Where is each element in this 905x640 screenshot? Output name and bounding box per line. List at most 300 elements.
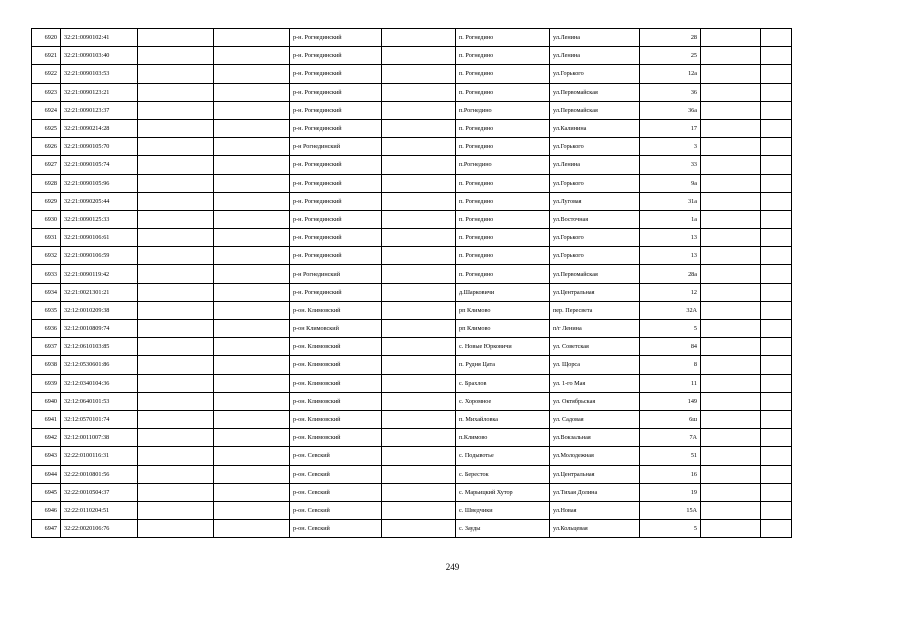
cell-empty: [214, 392, 290, 410]
cell-empty: [701, 356, 761, 374]
cell-house: 15А: [640, 501, 701, 519]
cell-empty: [138, 283, 214, 301]
table-row: [32, 465, 792, 483]
cell-empty: [761, 65, 792, 83]
cell-empty: [138, 210, 214, 228]
cell-empty: [382, 229, 456, 247]
cell-empty: [214, 174, 290, 192]
cell-house: 9а: [640, 174, 701, 192]
cell-empty: [761, 320, 792, 338]
cell-empty: [138, 138, 214, 156]
cell-empty: [761, 338, 792, 356]
cell-number: 6935: [32, 301, 61, 319]
cell-empty: [138, 29, 214, 47]
cell-empty: [382, 429, 456, 447]
cell-locality: с. Шведчики: [456, 501, 550, 519]
cell-empty: [761, 83, 792, 101]
cell-empty: [761, 356, 792, 374]
cell-empty: [761, 465, 792, 483]
cell-empty: [761, 192, 792, 210]
cell-empty: [214, 83, 290, 101]
registry-sheet: [31, 28, 792, 538]
cell-street: ул.Новая: [550, 501, 640, 519]
cell-empty: [214, 410, 290, 428]
cell-number: 6945: [32, 483, 61, 501]
cell-empty: [761, 101, 792, 119]
cell-district: р-он. Климовский: [290, 338, 382, 356]
cell-district: р-он. Климовский: [290, 392, 382, 410]
cell-locality: с. Брахлов: [456, 374, 550, 392]
cell-empty: [214, 265, 290, 283]
cell-locality: п. Рогнедино: [456, 265, 550, 283]
cell-empty: [214, 429, 290, 447]
cell-district: р-н. Рогнединский: [290, 156, 382, 174]
cell-cadastral-number: 32:21:0090106:59: [61, 247, 138, 265]
cell-number: 6946: [32, 501, 61, 519]
cell-house: 32А: [640, 301, 701, 319]
cell-empty: [138, 192, 214, 210]
cell-district: р-н. Рогнединский: [290, 192, 382, 210]
cell-empty: [138, 465, 214, 483]
cell-street: ул.Горького: [550, 247, 640, 265]
cell-house: 6ш: [640, 410, 701, 428]
table-row: [32, 447, 792, 465]
cell-number: 6940: [32, 392, 61, 410]
cell-empty: [382, 410, 456, 428]
cell-district: р-н. Рогнединский: [290, 210, 382, 228]
cell-empty: [761, 229, 792, 247]
cell-empty: [214, 229, 290, 247]
cell-empty: [382, 447, 456, 465]
cell-empty: [701, 156, 761, 174]
cell-empty: [214, 465, 290, 483]
cell-locality: п.Климово: [456, 429, 550, 447]
cell-street: ул.Калинина: [550, 119, 640, 137]
cell-locality: п. Рогнедино: [456, 174, 550, 192]
cell-empty: [761, 447, 792, 465]
cell-empty: [138, 447, 214, 465]
cell-street: ул.Тихая Долина: [550, 483, 640, 501]
cell-locality: п. Рогнедино: [456, 83, 550, 101]
cell-empty: [214, 210, 290, 228]
cell-district: р-он. Климовский: [290, 356, 382, 374]
cell-empty: [701, 392, 761, 410]
cell-empty: [214, 356, 290, 374]
cell-number: 6928: [32, 174, 61, 192]
cell-empty: [138, 429, 214, 447]
cell-cadastral-number: 32:12:0640101:53: [61, 392, 138, 410]
cell-empty: [382, 138, 456, 156]
cell-empty: [382, 501, 456, 519]
cell-empty: [382, 356, 456, 374]
cell-street: ул.Луговая: [550, 192, 640, 210]
cell-empty: [761, 483, 792, 501]
cell-street: ул.Первомайская: [550, 265, 640, 283]
cell-house: 11: [640, 374, 701, 392]
cell-empty: [382, 483, 456, 501]
table-row: [32, 320, 792, 338]
cell-cadastral-number: 32:22:0100116:31: [61, 447, 138, 465]
cell-district: р-он. Севский: [290, 483, 382, 501]
cell-empty: [382, 119, 456, 137]
cell-district: р-он. Севский: [290, 520, 382, 538]
cell-house: 36а: [640, 101, 701, 119]
cell-empty: [382, 174, 456, 192]
cell-empty: [214, 501, 290, 519]
table-row: [32, 119, 792, 137]
cell-empty: [701, 374, 761, 392]
cell-cadastral-number: 32:12:0011007:38: [61, 429, 138, 447]
cell-district: р-он Климовский: [290, 320, 382, 338]
page-number: 249: [445, 562, 460, 572]
cell-cadastral-number: 32:21:0090214:28: [61, 119, 138, 137]
cell-cadastral-number: 32:21:0090119:42: [61, 265, 138, 283]
cell-house: 28а: [640, 265, 701, 283]
cell-house: 3: [640, 138, 701, 156]
cell-cadastral-number: 32:21:0021301:21: [61, 283, 138, 301]
cell-empty: [701, 210, 761, 228]
cell-cadastral-number: 32:21:0090106:61: [61, 229, 138, 247]
cell-locality: п. Михайловка: [456, 410, 550, 428]
cell-empty: [701, 83, 761, 101]
cell-district: р-н. Рогнединский: [290, 119, 382, 137]
cell-empty: [761, 156, 792, 174]
cell-district: р-он. Климовский: [290, 301, 382, 319]
cell-district: р-н. Рогнединский: [290, 247, 382, 265]
cell-house: 12а: [640, 65, 701, 83]
cell-empty: [761, 29, 792, 47]
cell-empty: [138, 101, 214, 119]
cell-empty: [701, 483, 761, 501]
cell-empty: [138, 356, 214, 374]
cell-cadastral-number: 32:21:0090105:74: [61, 156, 138, 174]
cell-district: р-н. Рогнединский: [290, 65, 382, 83]
cell-empty: [138, 320, 214, 338]
cell-empty: [382, 192, 456, 210]
cell-house: 1а: [640, 210, 701, 228]
cell-number: 6941: [32, 410, 61, 428]
cell-empty: [761, 429, 792, 447]
cell-empty: [214, 483, 290, 501]
registry-table: [31, 28, 792, 538]
cell-number: 6929: [32, 192, 61, 210]
cell-empty: [382, 47, 456, 65]
cell-house: 7А: [640, 429, 701, 447]
cell-cadastral-number: 32:12:0010209:38: [61, 301, 138, 319]
cell-district: р-н. Рогнединский: [290, 174, 382, 192]
cell-street: ул.Центральная: [550, 465, 640, 483]
cell-number: 6942: [32, 429, 61, 447]
cell-empty: [214, 65, 290, 83]
cell-empty: [701, 429, 761, 447]
cell-number: 6933: [32, 265, 61, 283]
cell-number: 6927: [32, 156, 61, 174]
cell-empty: [138, 520, 214, 538]
cell-empty: [382, 520, 456, 538]
cell-empty: [701, 320, 761, 338]
table-row: [32, 229, 792, 247]
cell-locality: п. Рогнедино: [456, 192, 550, 210]
cell-empty: [761, 119, 792, 137]
table-row: [32, 138, 792, 156]
cell-empty: [701, 101, 761, 119]
cell-street: ул.Горького: [550, 138, 640, 156]
cell-empty: [214, 374, 290, 392]
cell-empty: [138, 247, 214, 265]
cell-number: 6931: [32, 229, 61, 247]
table-row: [32, 265, 792, 283]
cell-empty: [138, 410, 214, 428]
table-row: [32, 247, 792, 265]
table-row: [32, 301, 792, 319]
cell-district: р-он. Севский: [290, 465, 382, 483]
cell-empty: [761, 501, 792, 519]
cell-empty: [382, 265, 456, 283]
cell-district: р-н. Рогнединский: [290, 29, 382, 47]
cell-cadastral-number: 32:21:0090105:96: [61, 174, 138, 192]
cell-empty: [382, 83, 456, 101]
cell-street: ул.Ленина: [550, 29, 640, 47]
cell-empty: [138, 483, 214, 501]
cell-cadastral-number: 32:21:0090125:33: [61, 210, 138, 228]
cell-number: 6947: [32, 520, 61, 538]
cell-locality: п. Рогнедино: [456, 247, 550, 265]
cell-house: 84: [640, 338, 701, 356]
cell-number: 6926: [32, 138, 61, 156]
cell-house: 5: [640, 320, 701, 338]
cell-cadastral-number: 32:21:0090103:53: [61, 65, 138, 83]
cell-street: ул.Центральная: [550, 283, 640, 301]
table-row: [32, 392, 792, 410]
cell-street: ул.Ленина: [550, 47, 640, 65]
cell-house: 13: [640, 229, 701, 247]
cell-empty: [214, 338, 290, 356]
cell-locality: с. Зауды: [456, 520, 550, 538]
table-row: [32, 338, 792, 356]
cell-cadastral-number: 32:12:0570101:74: [61, 410, 138, 428]
cell-empty: [214, 47, 290, 65]
cell-house: 17: [640, 119, 701, 137]
cell-district: р-н. Рогнединский: [290, 83, 382, 101]
cell-street: ул. Садовая: [550, 410, 640, 428]
cell-cadastral-number: 32:21:0090205:44: [61, 192, 138, 210]
cell-cadastral-number: 32:21:0090103:40: [61, 47, 138, 65]
cell-number: 6932: [32, 247, 61, 265]
cell-district: р-он. Климовский: [290, 429, 382, 447]
cell-empty: [761, 410, 792, 428]
cell-empty: [138, 174, 214, 192]
cell-empty: [382, 465, 456, 483]
cell-empty: [214, 301, 290, 319]
cell-empty: [138, 229, 214, 247]
cell-empty: [701, 229, 761, 247]
cell-empty: [701, 301, 761, 319]
cell-empty: [382, 392, 456, 410]
cell-cadastral-number: 32:12:0610103:85: [61, 338, 138, 356]
table-body: [32, 29, 792, 538]
cell-street: ул.Восточная: [550, 210, 640, 228]
cell-number: 6925: [32, 119, 61, 137]
cell-street: ул.Кольцевая: [550, 520, 640, 538]
cell-district: р-н. Рогнединский: [290, 47, 382, 65]
cell-empty: [761, 138, 792, 156]
cell-locality: п. Рогнедино: [456, 47, 550, 65]
cell-empty: [214, 192, 290, 210]
cell-empty: [701, 501, 761, 519]
cell-locality: рп Климово: [456, 320, 550, 338]
cell-locality: п. Рогнедино: [456, 29, 550, 47]
cell-house: 33: [640, 156, 701, 174]
cell-street: ул.Горького: [550, 174, 640, 192]
cell-cadastral-number: 32:12:0530601:86: [61, 356, 138, 374]
cell-cadastral-number: 32:21:0090123:21: [61, 83, 138, 101]
cell-empty: [761, 283, 792, 301]
cell-empty: [214, 156, 290, 174]
cell-number: 6944: [32, 465, 61, 483]
cell-number: 6924: [32, 101, 61, 119]
cell-street: ул.Первомайская: [550, 83, 640, 101]
cell-empty: [382, 338, 456, 356]
cell-empty: [761, 520, 792, 538]
cell-district: р-н Рогнединский: [290, 265, 382, 283]
cell-cadastral-number: 32:22:0010504:37: [61, 483, 138, 501]
cell-house: 16: [640, 465, 701, 483]
cell-house: 5: [640, 520, 701, 538]
cell-street: ул. 1-го Мая: [550, 374, 640, 392]
cell-locality: п.Рогнедино: [456, 156, 550, 174]
cell-empty: [138, 119, 214, 137]
cell-number: 6939: [32, 374, 61, 392]
cell-number: 6921: [32, 47, 61, 65]
cell-number: 6934: [32, 283, 61, 301]
cell-empty: [138, 65, 214, 83]
cell-empty: [701, 29, 761, 47]
table-row: [32, 174, 792, 192]
cell-number: 6937: [32, 338, 61, 356]
cell-cadastral-number: 32:12:0010809:74: [61, 320, 138, 338]
table-row: [32, 520, 792, 538]
cell-empty: [701, 65, 761, 83]
table-row: [32, 283, 792, 301]
cell-empty: [761, 210, 792, 228]
cell-district: р-он. Климовский: [290, 410, 382, 428]
cell-empty: [701, 174, 761, 192]
cell-empty: [701, 465, 761, 483]
cell-house: 28: [640, 29, 701, 47]
cell-district: р-он. Климовский: [290, 374, 382, 392]
cell-district: р-он. Севский: [290, 501, 382, 519]
cell-empty: [382, 156, 456, 174]
cell-empty: [382, 283, 456, 301]
cell-locality: п. Рогнедино: [456, 65, 550, 83]
cell-district: р-н. Рогнединский: [290, 229, 382, 247]
cell-district: р-он. Севский: [290, 447, 382, 465]
table-row: [32, 483, 792, 501]
cell-street: ул. Щорса: [550, 356, 640, 374]
cell-empty: [214, 520, 290, 538]
cell-cadastral-number: 32:12:0340104:36: [61, 374, 138, 392]
cell-locality: с. Новые Юрковичи: [456, 338, 550, 356]
cell-empty: [701, 119, 761, 137]
cell-cadastral-number: 32:22:0020106:76: [61, 520, 138, 538]
cell-empty: [382, 65, 456, 83]
cell-locality: п. Рудня Цата: [456, 356, 550, 374]
cell-street: ул.Первомайская: [550, 101, 640, 119]
table-row: [32, 501, 792, 519]
cell-number: 6943: [32, 447, 61, 465]
cell-empty: [214, 283, 290, 301]
cell-house: 31а: [640, 192, 701, 210]
cell-house: 19: [640, 483, 701, 501]
cell-number: 6930: [32, 210, 61, 228]
cell-empty: [701, 265, 761, 283]
cell-locality: рп Климово: [456, 301, 550, 319]
cell-empty: [382, 210, 456, 228]
cell-empty: [701, 192, 761, 210]
cell-empty: [761, 265, 792, 283]
cell-number: 6938: [32, 356, 61, 374]
cell-empty: [214, 119, 290, 137]
table-row: [32, 356, 792, 374]
cell-district: р-н. Рогнединский: [290, 283, 382, 301]
cell-empty: [701, 283, 761, 301]
cell-street: ул. Советская: [550, 338, 640, 356]
cell-house: 149: [640, 392, 701, 410]
cell-cadastral-number: 32:22:0010801:56: [61, 465, 138, 483]
table-row: [32, 65, 792, 83]
cell-empty: [701, 338, 761, 356]
table-row: [32, 192, 792, 210]
cell-empty: [138, 265, 214, 283]
cell-empty: [138, 156, 214, 174]
table-row: [32, 83, 792, 101]
cell-empty: [138, 338, 214, 356]
cell-locality: с. Подывотье: [456, 447, 550, 465]
cell-empty: [138, 374, 214, 392]
cell-empty: [214, 447, 290, 465]
cell-cadastral-number: 32:22:0110204:51: [61, 501, 138, 519]
cell-cadastral-number: 32:21:0090105:70: [61, 138, 138, 156]
cell-empty: [214, 247, 290, 265]
cell-empty: [214, 138, 290, 156]
cell-house: 51: [640, 447, 701, 465]
cell-locality: п.Рогнедино: [456, 101, 550, 119]
cell-street: ул. Октябрьская: [550, 392, 640, 410]
cell-empty: [138, 392, 214, 410]
cell-empty: [138, 83, 214, 101]
cell-empty: [382, 29, 456, 47]
cell-street: ул.Вокзальная: [550, 429, 640, 447]
table-row: [32, 101, 792, 119]
cell-empty: [382, 301, 456, 319]
cell-street: ул.Ленина: [550, 156, 640, 174]
cell-locality: п. Рогнедино: [456, 138, 550, 156]
cell-empty: [138, 301, 214, 319]
cell-empty: [701, 410, 761, 428]
cell-cadastral-number: 32:21:0090123:37: [61, 101, 138, 119]
cell-empty: [761, 47, 792, 65]
table-row: [32, 374, 792, 392]
cell-district: р-н Рогнединский: [290, 138, 382, 156]
cell-empty: [701, 247, 761, 265]
cell-street: ул.Молодежная: [550, 447, 640, 465]
cell-empty: [761, 392, 792, 410]
cell-locality: п. Рогнедино: [456, 210, 550, 228]
cell-empty: [701, 47, 761, 65]
cell-empty: [701, 447, 761, 465]
table-row: [32, 210, 792, 228]
cell-number: 6920: [32, 29, 61, 47]
